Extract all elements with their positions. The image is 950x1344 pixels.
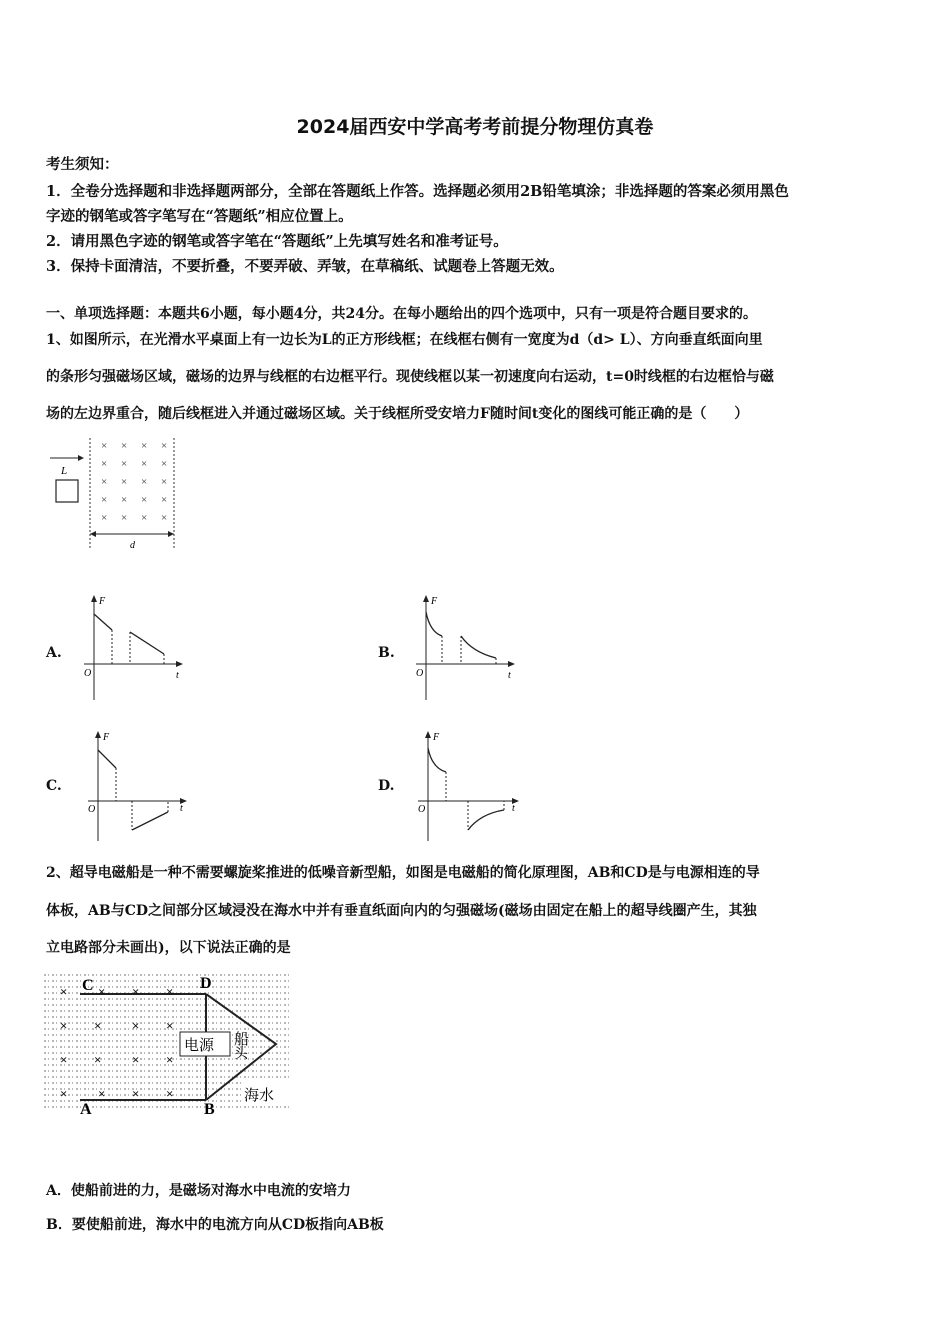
svg-text:t: t: [176, 670, 179, 681]
svg-text:×: ×: [94, 1018, 102, 1033]
svg-text:×: ×: [60, 1018, 68, 1033]
q2-option-b[interactable]: B．要使船前进，海水中的电流方向从CD板指向AB板: [46, 1217, 384, 1233]
svg-text:O: O: [88, 804, 96, 815]
notice-item: 1．全卷分选择题和非选择题两部分，全部在答题纸上作答。选择题必须用2B铅笔填涂；非选择题的答案必须用黑色: [46, 183, 789, 200]
svg-text:×: ×: [121, 494, 128, 506]
svg-text:×: ×: [132, 1052, 140, 1067]
page-title: 2024届西安中学高考考前提分物理仿真卷: [296, 116, 654, 138]
svg-text:×: ×: [161, 512, 168, 524]
svg-text:×: ×: [141, 512, 148, 524]
graph-d[interactable]: [414, 728, 526, 843]
svg-text:×: ×: [121, 458, 128, 470]
svg-text:A: A: [80, 1101, 92, 1114]
svg-text:F: F: [431, 596, 438, 607]
force-curve: [98, 750, 116, 768]
svg-text:F: F: [99, 596, 106, 607]
svg-text:×: ×: [166, 984, 174, 999]
svg-text:×: ×: [166, 1018, 174, 1033]
svg-text:×: ×: [94, 1052, 102, 1067]
svg-text:×: ×: [60, 984, 68, 999]
svg-text:×: ×: [141, 458, 148, 470]
question-2-text: 体板，AB与CD之间部分区域浸没在海水中并有垂直纸面向内的匀强磁场(磁场由固定在船上的超导线圈产生，其独: [46, 903, 757, 919]
svg-text:×: ×: [161, 458, 168, 470]
square-side-label: L: [61, 465, 68, 477]
question-2-text: 2、超导电磁船是一种不需要螺旋桨推进的低噪音新型船，如图是电磁船的简化原理图，AB和CD是与电源相连的导: [46, 865, 760, 881]
svg-text:×: ×: [141, 440, 148, 452]
q2-ship-figure: [44, 972, 296, 1114]
svg-text:海水: 海水: [244, 1088, 275, 1104]
notice-item: 字迹的钢笔或答字笔写在“答题纸”相应位置上。: [46, 208, 353, 225]
svg-text:×: ×: [121, 512, 128, 524]
magnetic-field-marks: [101, 440, 167, 524]
square-frame: [56, 480, 78, 502]
svg-text:×: ×: [101, 458, 108, 470]
force-curve: [468, 810, 504, 830]
option-a-label[interactable]: A.: [46, 645, 62, 661]
svg-text:×: ×: [101, 494, 108, 506]
option-c-label[interactable]: C.: [46, 778, 62, 794]
svg-text:×: ×: [121, 440, 128, 452]
svg-text:F: F: [433, 732, 440, 743]
svg-text:t: t: [180, 803, 183, 814]
svg-text:×: ×: [161, 494, 168, 506]
force-curve: [461, 636, 496, 658]
svg-text:×: ×: [132, 1018, 140, 1033]
svg-text:D: D: [200, 975, 212, 992]
graph-a[interactable]: [80, 592, 190, 702]
question-1-text: 场的左边界重合，随后线框进入并通过磁场区域。关于线框所受安培力F随时间t变化的图线可能正确的是（ ）: [46, 406, 749, 422]
svg-text:头: 头: [234, 1047, 248, 1062]
svg-text:电源: 电源: [184, 1038, 215, 1054]
question-1-text: 的条形匀强磁场区域，磁场的边界与线框的右边框平行。现使线框以某一初速度向右运动，t=0时线框的右边框恰与磁: [46, 369, 774, 385]
section-heading: 一、单项选择题：本题共6小题，每小题4分，共24分。在每小题给出的四个选项中，只有一项是符合题目要求的。: [46, 306, 757, 322]
svg-text:B: B: [204, 1101, 215, 1114]
svg-text:×: ×: [141, 476, 148, 488]
graph-c[interactable]: [84, 728, 194, 843]
svg-text:O: O: [416, 668, 424, 679]
notice-item: 2．请用黑色字迹的钢笔或答字笔在“答题纸”上先填写姓名和准考证号。: [46, 233, 508, 250]
svg-text:×: ×: [60, 1086, 68, 1101]
field-width-label: d: [130, 540, 135, 551]
svg-text:×: ×: [101, 476, 108, 488]
svg-text:C: C: [82, 977, 94, 994]
force-curve: [94, 614, 112, 630]
svg-text:×: ×: [60, 1052, 68, 1067]
option-b-label[interactable]: B.: [378, 645, 395, 661]
svg-text:×: ×: [161, 440, 168, 452]
svg-text:×: ×: [98, 1086, 106, 1101]
svg-text:×: ×: [132, 1086, 140, 1101]
graph-b[interactable]: [412, 592, 522, 702]
svg-text:O: O: [84, 668, 92, 679]
svg-text:×: ×: [166, 1052, 174, 1067]
force-curve: [426, 612, 442, 636]
option-d-label[interactable]: D.: [378, 778, 395, 794]
svg-text:×: ×: [132, 984, 140, 999]
force-curve: [132, 812, 168, 830]
force-curve: [428, 748, 446, 772]
force-curve: [130, 632, 164, 654]
svg-text:船: 船: [234, 1032, 250, 1048]
svg-text:×: ×: [101, 512, 108, 524]
svg-text:×: ×: [141, 494, 148, 506]
question-2-text: 立电路部分未画出)，以下说法正确的是: [46, 940, 291, 956]
notice-heading: 考生须知：: [46, 156, 119, 173]
svg-text:F: F: [103, 732, 110, 743]
svg-text:×: ×: [101, 440, 108, 452]
svg-text:×: ×: [166, 1086, 174, 1101]
svg-text:×: ×: [98, 984, 106, 999]
notice-item: 3．保持卡面清洁，不要折叠，不要弄破、弄皱，在草稿纸、试题卷上答题无效。: [46, 258, 564, 275]
svg-text:O: O: [418, 804, 426, 815]
svg-text:t: t: [512, 803, 515, 814]
q2-option-a[interactable]: A．使船前进的力，是磁场对海水中电流的安培力: [46, 1183, 351, 1199]
question-1-text: 1、如图所示，在光滑水平桌面上有一边长为L的正方形线框；在线框右侧有一宽度为d（d> L）、方向垂直纸面向里: [46, 332, 763, 348]
svg-text:t: t: [508, 670, 511, 681]
q1-setup-figure: [44, 436, 184, 554]
svg-text:×: ×: [161, 476, 168, 488]
svg-text:×: ×: [121, 476, 128, 488]
